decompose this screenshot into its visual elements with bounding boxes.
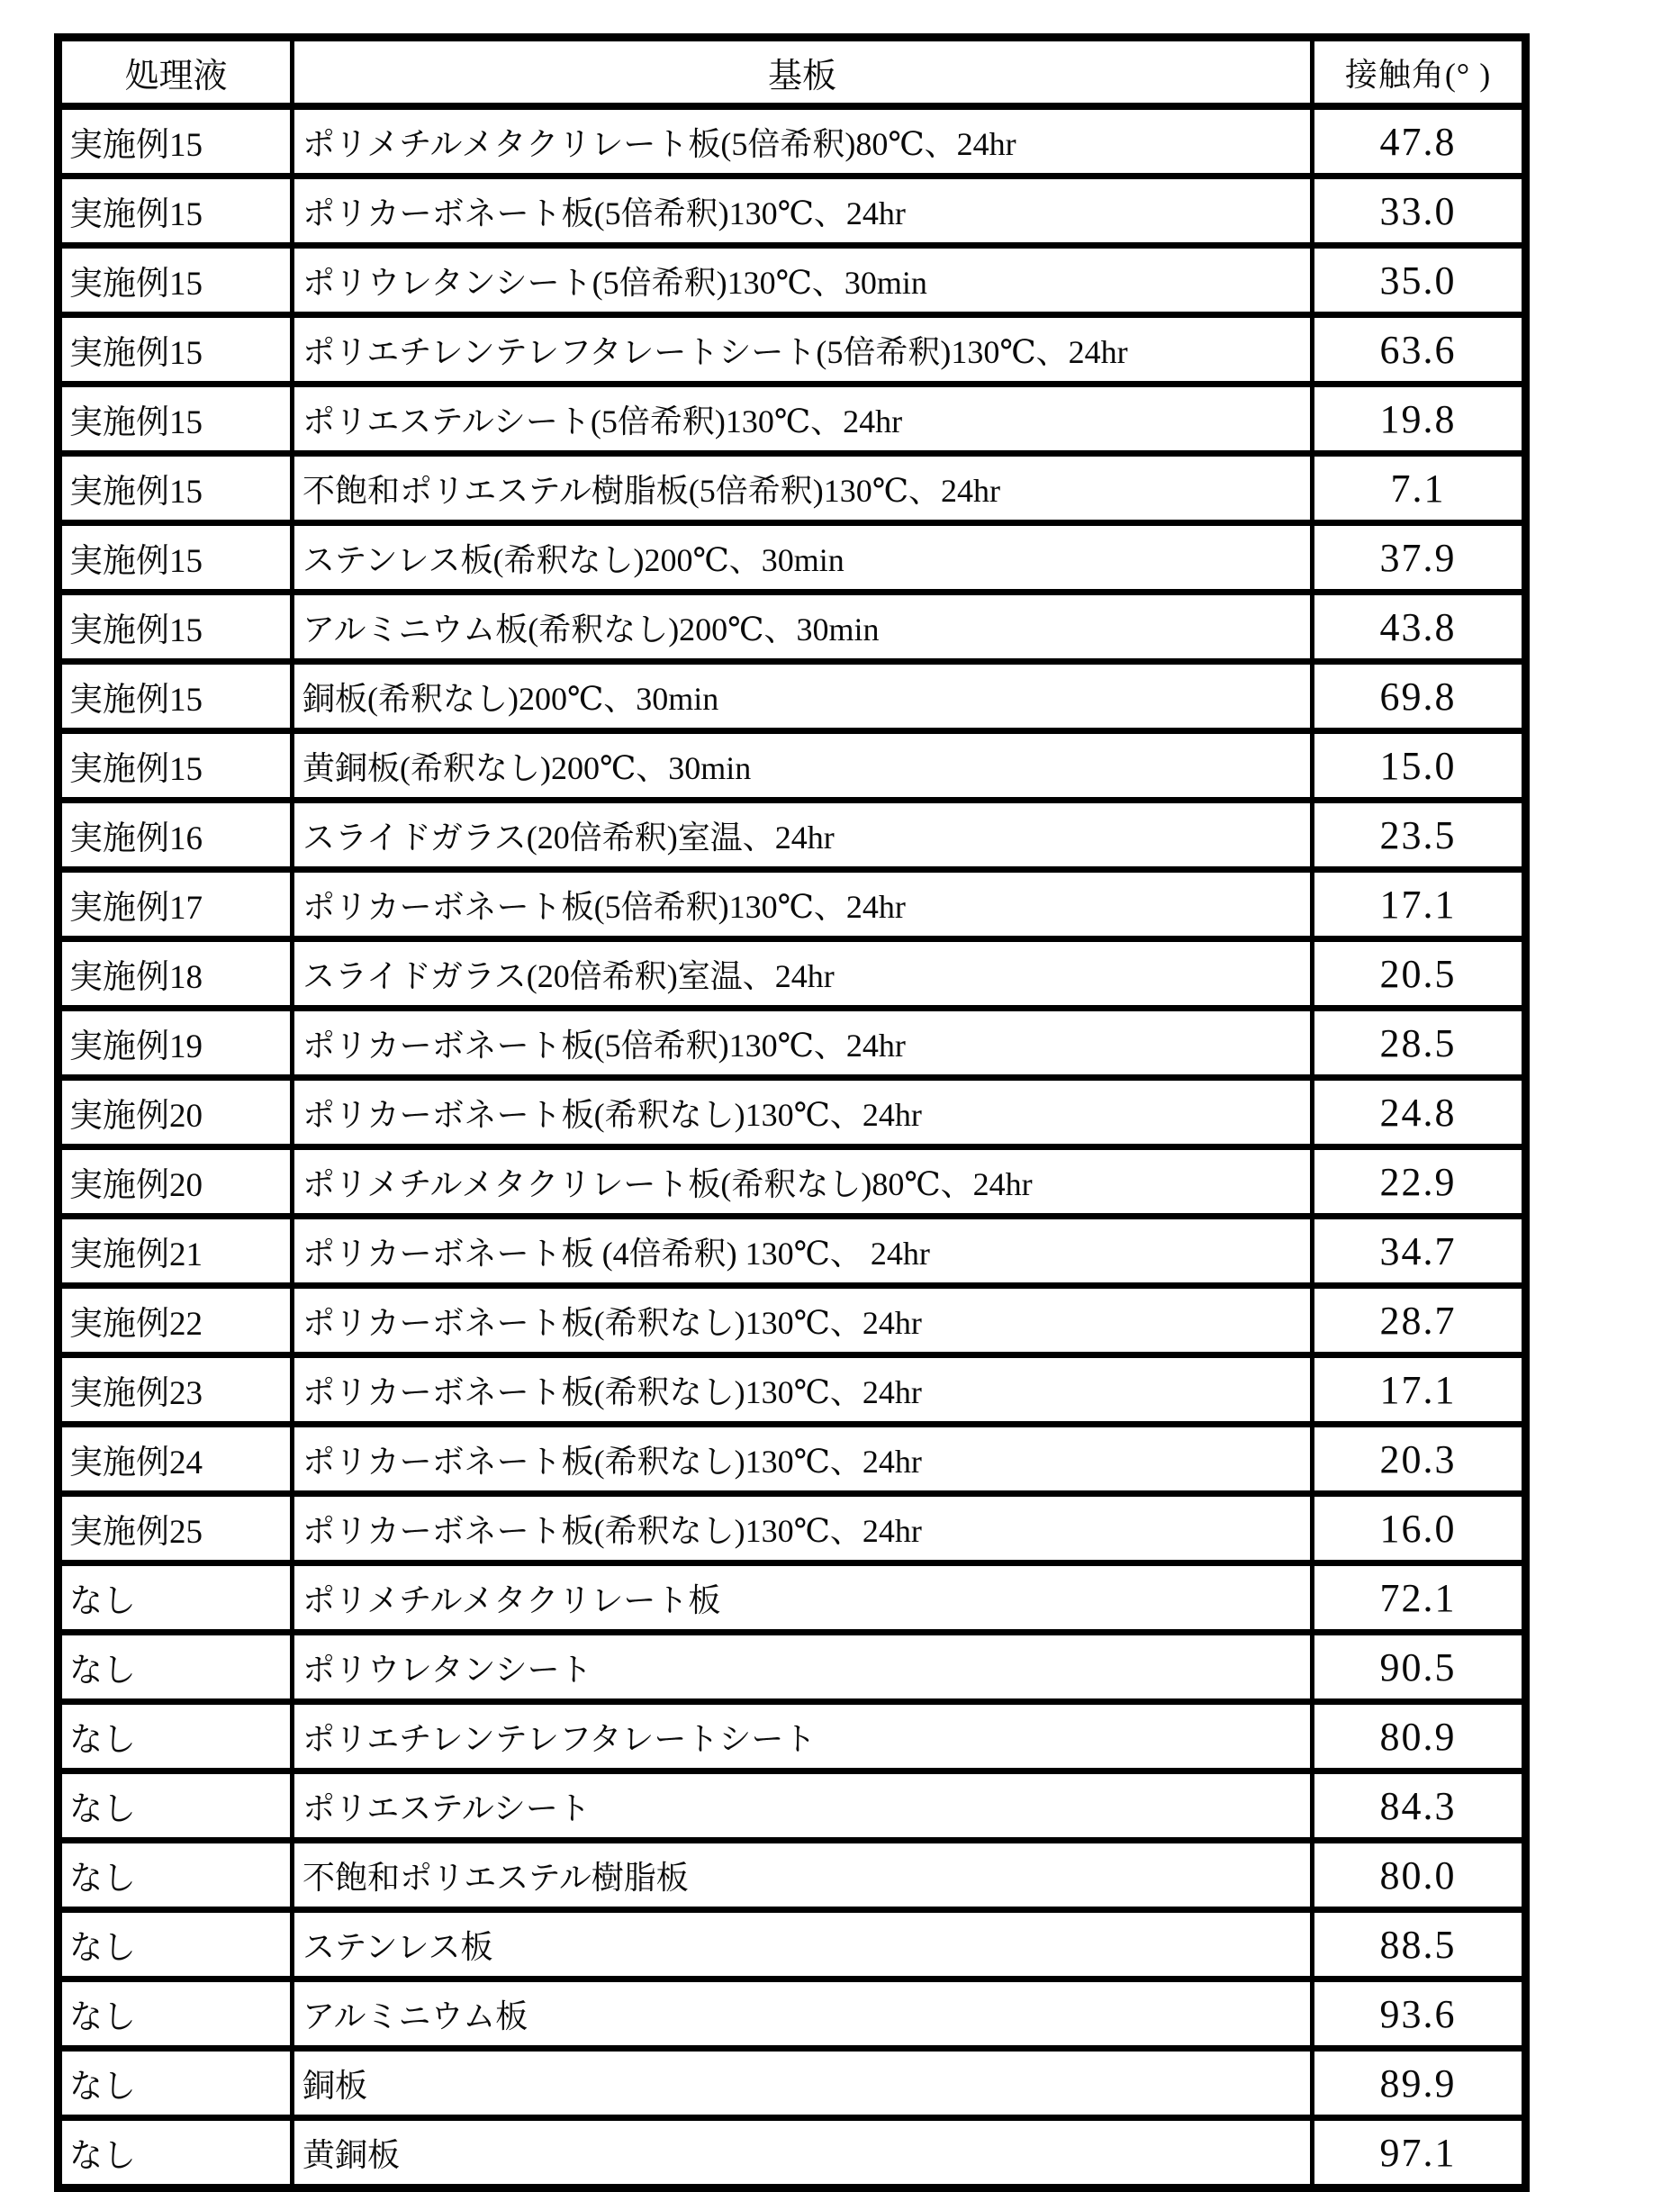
treatment-cell: なし [59, 2049, 293, 2118]
angle-cell: 20.3 [1313, 1425, 1526, 1494]
angle-cell: 63.6 [1313, 315, 1526, 385]
treatment-cell: 実施例15 [59, 385, 293, 454]
substrate-cell: ポリカーボネート板 (4倍希釈) 130℃、 24hr [293, 1217, 1313, 1286]
substrate-cell: ポリエステルシート [293, 1771, 1313, 1841]
angle-cell: 16.0 [1313, 1494, 1526, 1563]
table-row [59, 731, 1526, 801]
treatment-cell: なし [59, 1563, 293, 1633]
header-row [59, 38, 1526, 107]
table-row [59, 177, 1526, 246]
table-row [59, 385, 1526, 454]
angle-cell: 93.6 [1313, 1979, 1526, 2049]
angle-cell: 19.8 [1313, 385, 1526, 454]
contact-angle-table-wrap [54, 33, 1530, 2192]
angle-cell: 17.1 [1313, 870, 1526, 939]
substrate-cell: 銅板 [293, 2049, 1313, 2118]
angle-cell: 72.1 [1313, 1563, 1526, 1633]
angle-cell: 43.8 [1313, 593, 1526, 662]
header-substrate: 基板 [293, 38, 1313, 107]
angle-cell: 80.0 [1313, 1841, 1526, 1910]
table-row [59, 801, 1526, 870]
table-row [59, 1771, 1526, 1841]
angle-cell: 34.7 [1313, 1217, 1526, 1286]
substrate-cell: スライドガラス(20倍希釈)室温、24hr [293, 939, 1313, 1009]
substrate-cell: ステンレス板 [293, 1910, 1313, 1979]
treatment-cell: 実施例15 [59, 246, 293, 315]
treatment-cell: 実施例15 [59, 177, 293, 246]
treatment-cell: 実施例25 [59, 1494, 293, 1563]
substrate-cell: ポリメチルメタクリレート板(5倍希釈)80℃、24hr [293, 106, 1313, 177]
substrate-cell: ポリカーボネート板(希釈なし)130℃、24hr [293, 1078, 1313, 1147]
table-row [59, 1979, 1526, 2049]
substrate-cell: ポリカーボネート板(5倍希釈)130℃、24hr [293, 177, 1313, 246]
substrate-cell: ポリウレタンシート [293, 1633, 1313, 1702]
angle-cell: 33.0 [1313, 177, 1526, 246]
table-row [59, 1841, 1526, 1910]
table-row [59, 1078, 1526, 1147]
substrate-cell: ポリウレタンシート(5倍希釈)130℃、30min [293, 246, 1313, 315]
angle-cell: 97.1 [1313, 2118, 1526, 2188]
treatment-cell: 実施例15 [59, 593, 293, 662]
substrate-cell: 銅板(希釈なし)200℃、30min [293, 662, 1313, 731]
table-row [59, 1633, 1526, 1702]
treatment-cell: 実施例17 [59, 870, 293, 939]
treatment-cell: なし [59, 1771, 293, 1841]
substrate-cell: 黄銅板 [293, 2118, 1313, 2188]
table-row [59, 106, 1526, 177]
header-contact-angle: 接触角(° ) [1313, 38, 1526, 107]
angle-cell: 90.5 [1313, 1633, 1526, 1702]
angle-cell: 37.9 [1313, 523, 1526, 593]
table-row [59, 2118, 1526, 2188]
angle-cell: 28.7 [1313, 1286, 1526, 1355]
table-row [59, 454, 1526, 523]
table-row [59, 1217, 1526, 1286]
substrate-cell: ポリカーボネート板(希釈なし)130℃、24hr [293, 1494, 1313, 1563]
substrate-cell: アルミニウム板 [293, 1979, 1313, 2049]
angle-cell: 35.0 [1313, 246, 1526, 315]
substrate-cell: ポリメチルメタクリレート板(希釈なし)80℃、24hr [293, 1147, 1313, 1217]
substrate-cell: ポリエステルシート(5倍希釈)130℃、24hr [293, 385, 1313, 454]
treatment-cell: 実施例24 [59, 1425, 293, 1494]
table-row [59, 1702, 1526, 1771]
table-row [59, 870, 1526, 939]
table-row [59, 1355, 1526, 1425]
substrate-cell: スライドガラス(20倍希釈)室温、24hr [293, 801, 1313, 870]
angle-cell: 22.9 [1313, 1147, 1526, 1217]
table-row [59, 1563, 1526, 1633]
treatment-cell: なし [59, 1702, 293, 1771]
treatment-cell: 実施例15 [59, 106, 293, 177]
treatment-cell: なし [59, 1841, 293, 1910]
substrate-cell: ポリカーボネート板(5倍希釈)130℃、24hr [293, 1009, 1313, 1078]
table-row [59, 246, 1526, 315]
table-row [59, 662, 1526, 731]
substrate-cell: ポリエチレンテレフタレートシート(5倍希釈)130℃、24hr [293, 315, 1313, 385]
treatment-cell: 実施例19 [59, 1009, 293, 1078]
substrate-cell: 不飽和ポリエステル樹脂板 [293, 1841, 1313, 1910]
substrate-cell: ポリカーボネート板(5倍希釈)130℃、24hr [293, 870, 1313, 939]
substrate-cell: ステンレス板(希釈なし)200℃、30min [293, 523, 1313, 593]
treatment-cell: なし [59, 1633, 293, 1702]
treatment-cell: 実施例15 [59, 315, 293, 385]
table-row [59, 1009, 1526, 1078]
table-header [59, 38, 1526, 107]
treatment-cell: 実施例22 [59, 1286, 293, 1355]
header-treatment-liquid: 処理液 [59, 38, 293, 107]
treatment-cell: 実施例23 [59, 1355, 293, 1425]
treatment-cell: 実施例21 [59, 1217, 293, 1286]
treatment-cell: なし [59, 1910, 293, 1979]
table-row [59, 593, 1526, 662]
table-row [59, 1910, 1526, 1979]
treatment-cell: 実施例16 [59, 801, 293, 870]
table-row [59, 523, 1526, 593]
treatment-cell: 実施例15 [59, 454, 293, 523]
angle-cell: 84.3 [1313, 1771, 1526, 1841]
table-row [59, 1286, 1526, 1355]
contact-angle-table [54, 33, 1530, 2192]
angle-cell: 80.9 [1313, 1702, 1526, 1771]
angle-cell: 69.8 [1313, 662, 1526, 731]
angle-cell: 15.0 [1313, 731, 1526, 801]
treatment-cell: 実施例15 [59, 731, 293, 801]
substrate-cell: ポリカーボネート板(希釈なし)130℃、24hr [293, 1355, 1313, 1425]
treatment-cell: 実施例18 [59, 939, 293, 1009]
table-row [59, 315, 1526, 385]
angle-cell: 24.8 [1313, 1078, 1526, 1147]
table-row [59, 1494, 1526, 1563]
angle-cell: 88.5 [1313, 1910, 1526, 1979]
treatment-cell: 実施例20 [59, 1078, 293, 1147]
table-row [59, 1147, 1526, 1217]
treatment-cell: なし [59, 2118, 293, 2188]
substrate-cell: ポリエチレンテレフタレートシート [293, 1702, 1313, 1771]
substrate-cell: ポリカーボネート板(希釈なし)130℃、24hr [293, 1286, 1313, 1355]
treatment-cell: 実施例20 [59, 1147, 293, 1217]
angle-cell: 17.1 [1313, 1355, 1526, 1425]
substrate-cell: 黄銅板(希釈なし)200℃、30min [293, 731, 1313, 801]
angle-cell: 28.5 [1313, 1009, 1526, 1078]
angle-cell: 20.5 [1313, 939, 1526, 1009]
treatment-cell: 実施例15 [59, 662, 293, 731]
substrate-cell: ポリメチルメタクリレート板 [293, 1563, 1313, 1633]
substrate-cell: 不飽和ポリエステル樹脂板(5倍希釈)130℃、24hr [293, 454, 1313, 523]
table-row [59, 2049, 1526, 2118]
table-row [59, 939, 1526, 1009]
angle-cell: 23.5 [1313, 801, 1526, 870]
angle-cell: 89.9 [1313, 2049, 1526, 2118]
substrate-cell: アルミニウム板(希釈なし)200℃、30min [293, 593, 1313, 662]
angle-cell: 47.8 [1313, 106, 1526, 177]
table-body [59, 106, 1526, 2188]
angle-cell: 7.1 [1313, 454, 1526, 523]
substrate-cell: ポリカーボネート板(希釈なし)130℃、24hr [293, 1425, 1313, 1494]
table-row [59, 1425, 1526, 1494]
treatment-cell: 実施例15 [59, 523, 293, 593]
treatment-cell: なし [59, 1979, 293, 2049]
